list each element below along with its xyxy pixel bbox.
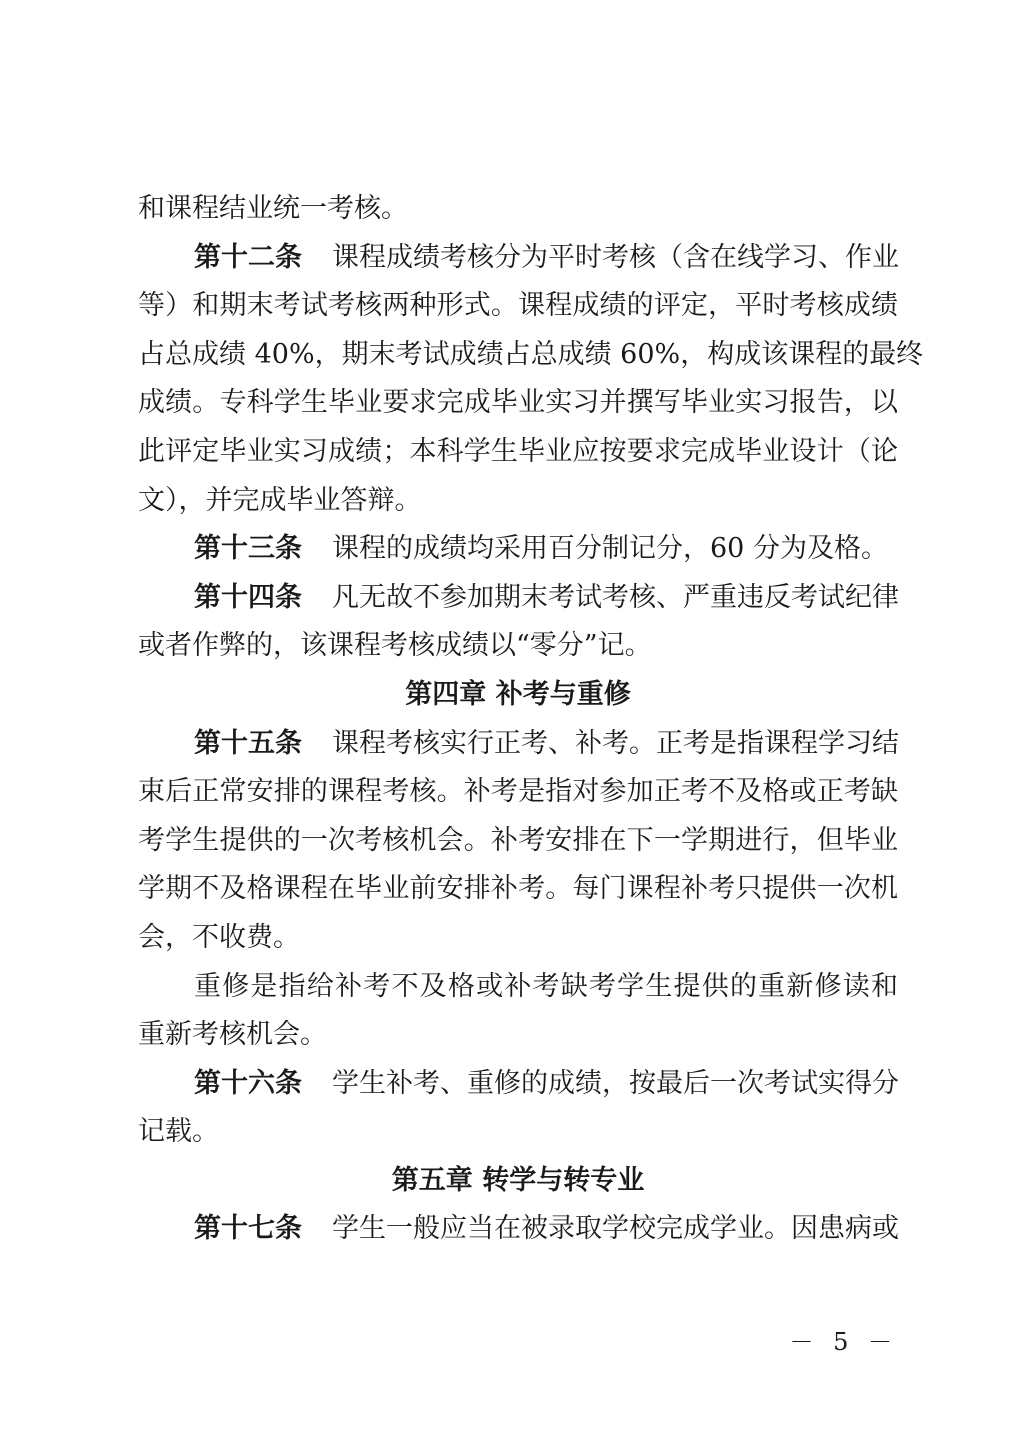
text-line — [138, 379, 898, 428]
paragraph-text: 会，不收费。 — [138, 921, 300, 953]
document-body — [138, 185, 924, 1254]
text-line — [138, 282, 898, 331]
article-text: 学生补考、重修的成绩，按最后一次考试实得分 — [332, 1067, 899, 1099]
article-number: 第十四条 — [194, 581, 302, 613]
paragraph-text: 记载。 — [138, 1116, 219, 1148]
paragraph-text: 等）和期末考试考核两种形式。课程成绩的评定，平时考核成绩 — [138, 290, 898, 322]
paragraph-text: 重新考核机会。 — [138, 1019, 327, 1051]
text-line — [138, 477, 898, 526]
paragraph-text: 学期不及格课程在毕业前安排补考。每门课程补考只提供一次机 — [138, 873, 898, 905]
text-line — [138, 817, 898, 866]
chapter-heading: 第五章 转学与转专业 — [391, 1164, 645, 1196]
text-line — [138, 865, 898, 914]
text-line — [138, 185, 898, 234]
paragraph-text: 束后正常安排的课程考核。补考是指对参加正考不及格或正考缺 — [138, 776, 898, 808]
article-text: 凡无故不参加期末考试考核、严重违反考试纪律 — [332, 581, 899, 613]
paragraph-text: 文），并完成毕业答辩。 — [138, 484, 422, 516]
text-line — [138, 622, 898, 671]
article-text: 课程成绩考核分为平时考核（含在线学习、作业 — [332, 241, 899, 273]
paragraph-text: 占总成绩 40%，期末考试成绩占总成绩 60%，构成该课程的最终 — [138, 338, 924, 370]
text-line — [138, 331, 924, 380]
chapter-heading: 第四章 补考与重修 — [405, 678, 631, 710]
article-text: 课程的成绩均采用百分制记分，60 分为及格。 — [332, 533, 888, 565]
article-number: 第十七条 — [194, 1213, 302, 1245]
article-line — [138, 574, 898, 623]
paragraph-text: 和课程结业统一考核。 — [138, 193, 408, 224]
article-line — [138, 720, 898, 769]
text-line — [138, 963, 898, 1012]
article-number: 第十六条 — [194, 1067, 302, 1099]
paragraph-text: 重修是指给补考不及格或补考缺考学生提供的重新修读和 — [194, 970, 898, 1002]
article-line — [138, 234, 898, 283]
text-line — [138, 1011, 898, 1060]
article-number: 第十五条 — [194, 727, 302, 759]
article-text: 课程考核实行正考、补考。正考是指课程学习结 — [332, 727, 899, 759]
article-line — [138, 1205, 898, 1254]
article-number: 第十二条 — [194, 241, 302, 273]
article-line — [138, 1060, 898, 1109]
article-text: 学生一般应当在被录取学校完成学业。因患病或 — [332, 1213, 899, 1245]
text-line — [138, 914, 898, 963]
article-line — [138, 525, 898, 574]
paragraph-text: 成绩。专科学生毕业要求完成毕业实习并撰写毕业实习报告，以 — [138, 387, 898, 419]
paragraph-text: 考学生提供的一次考核机会。补考安排在下一学期进行，但毕业 — [138, 824, 898, 856]
paragraph-text: 或者作弊的，该课程考核成绩以“零分”记。 — [138, 630, 652, 662]
article-number: 第十三条 — [194, 533, 302, 565]
text-line — [138, 428, 898, 477]
text-line — [138, 1108, 898, 1157]
paragraph-text: 此评定毕业实习成绩；本科学生毕业应按要求完成毕业设计（论 — [138, 435, 898, 467]
page-number: － 5 － — [789, 1328, 898, 1356]
text-line — [138, 768, 898, 817]
